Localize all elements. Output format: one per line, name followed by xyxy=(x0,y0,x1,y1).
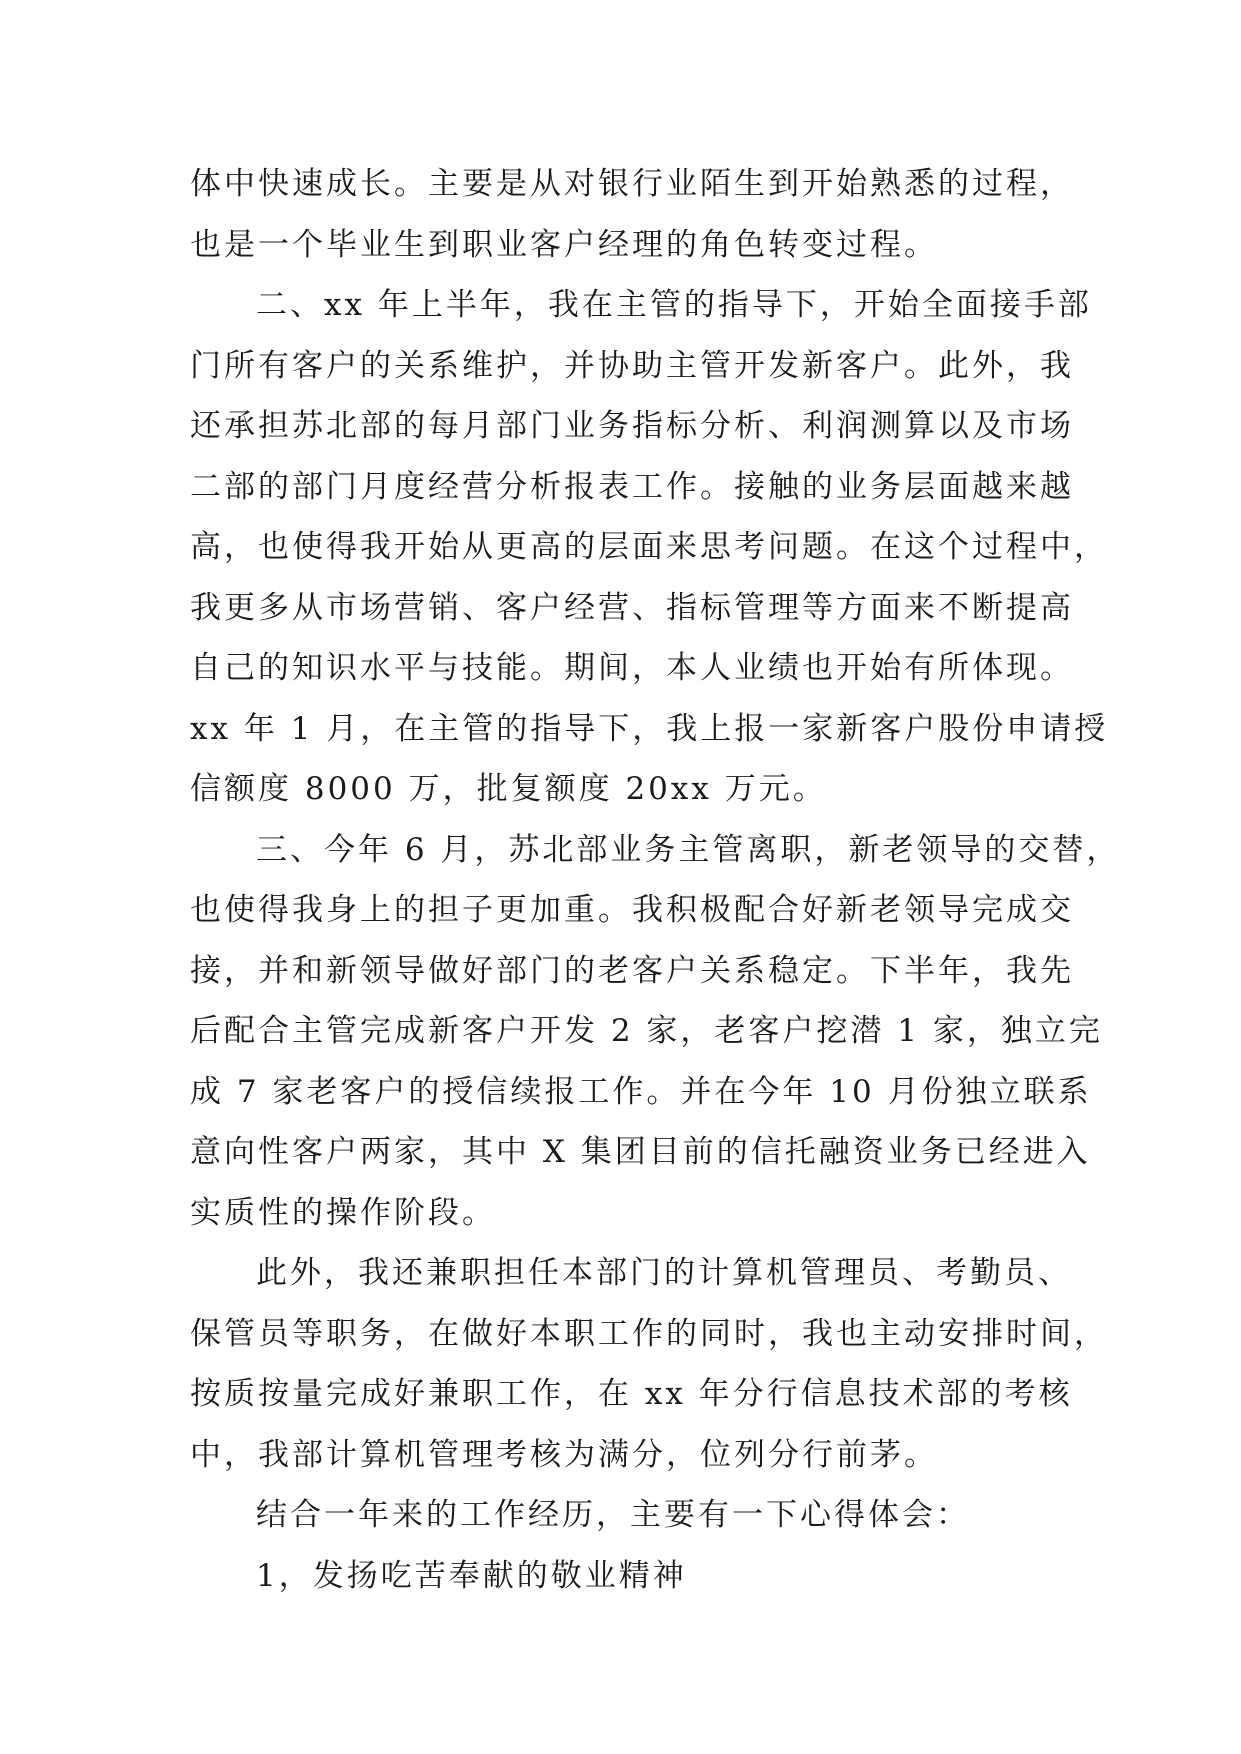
text-line: xx 年 1 月，在主管的指导下，我上报一家新客户股份申请授 xyxy=(190,710,1109,747)
text-line: 二部的部门月度经营分析报表工作。接触的业务层面越来越 xyxy=(190,468,1074,505)
paragraph-start-line: 结合一年来的工作经历，主要有一下心得体会： xyxy=(256,1497,970,1533)
text-line: 也是一个毕业生到职业客户经理的角色转变过程。 xyxy=(190,226,938,263)
text-line: 我更多从市场营销、客户经营、指标管理等方面来不断提高 xyxy=(190,589,1074,626)
text-line: 体中快速成长。主要是从对银行业陌生到开始熟悉的过程， xyxy=(190,166,1074,202)
text-line: 也使得我身上的担子更加重。我积极配合好新老领导完成交 xyxy=(190,892,1074,928)
list-item-heading: 1，发扬吃苦奉献的敬业精神 xyxy=(256,1557,687,1594)
text-line: 门所有客户的关系维护，并协助主管开发新客户。此外，我 xyxy=(190,347,1074,384)
text-line: 按质按量完成好兼职工作，在 xx 年分行信息技术部的考核 xyxy=(190,1376,1073,1412)
text-line: 信额度 8000 万，批复额度 20xx 万元。 xyxy=(190,771,827,807)
text-line: 保管员等职务，在做好本职工作的同时，我也主动安排时间， xyxy=(190,1315,1108,1352)
text-line: 自己的知识水平与技能。期间，本人业绩也开始有所体现。 xyxy=(190,650,1074,686)
text-line: 成 7 家老客户的授信续报工作。并在今年 10 月份独立联系 xyxy=(190,1073,1092,1110)
paragraph-start-line: 此外，我还兼职担任本部门的计算机管理员、考勤员、 xyxy=(256,1255,1072,1291)
document-body xyxy=(190,154,1121,1606)
text-line: 还承担苏北部的每月部门业务指标分析、利润测算以及市场 xyxy=(190,408,1074,444)
text-line: 接，并和新领导做好部门的老客户关系稳定。下半年，我先 xyxy=(190,952,1074,989)
text-line: 实质性的操作阶段。 xyxy=(190,1194,496,1231)
paragraph-start-line: 三、今年 6 月，苏北部业务主管离职，新老领导的交替， xyxy=(256,831,1121,868)
text-line: 高，也使得我开始从更高的层面来思考问题。在这个过程中， xyxy=(190,529,1108,565)
paragraph-start-line: 二、xx 年上半年，我在主管的指导下，开始全面接手部 xyxy=(256,287,1092,323)
text-line: 意向性客户两家，其中 X 集团目前的信托融资业务已经进入 xyxy=(190,1134,1091,1170)
text-line: 中，我部计算机管理考核为满分，位列分行前茅。 xyxy=(190,1436,938,1473)
text-line: 后配合主管完成新客户开发 2 家，老客户挖潜 1 家，独立完 xyxy=(190,1013,1103,1049)
